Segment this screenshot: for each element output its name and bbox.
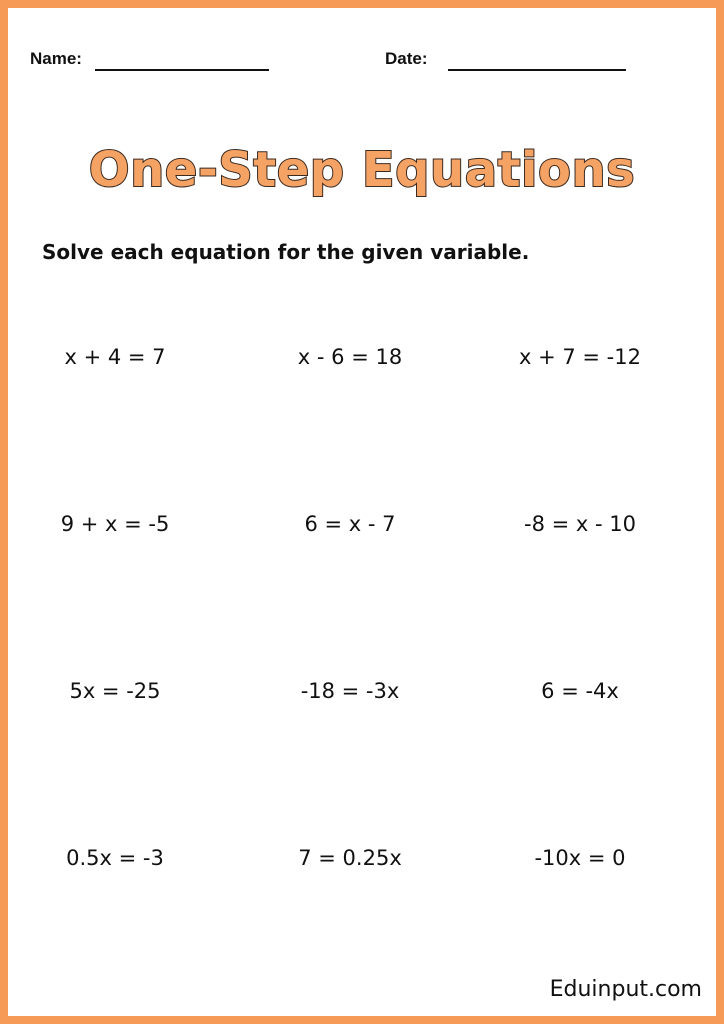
instruction-text: Solve each equation for the given variable. [42, 240, 530, 264]
equation-item: 5x = -25 [69, 679, 161, 703]
equation-item: 9 + x = -5 [60, 512, 170, 536]
equation-item: -18 = -3x [300, 679, 400, 703]
equation-item: x + 4 = 7 [64, 345, 166, 369]
equation-item: 6 = -4x [541, 679, 619, 703]
date-label: Date: [385, 49, 428, 68]
equation-item: x - 6 = 18 [297, 345, 403, 369]
equation-item: 6 = x - 7 [304, 512, 396, 536]
name-label: Name: [30, 49, 82, 68]
equation-item: -10x = 0 [534, 846, 626, 870]
date-blank-line[interactable] [448, 69, 626, 71]
equation-item: -8 = x - 10 [524, 512, 636, 536]
site-footer: Eduinput.com [549, 977, 702, 1002]
worksheet-title: One-Step Equations [88, 142, 636, 198]
equation-item: 7 = 0.25x [298, 846, 402, 870]
equation-item: 0.5x = -3 [66, 846, 164, 870]
equation-item: x + 7 = -12 [519, 345, 641, 369]
name-blank-line[interactable] [95, 69, 269, 71]
